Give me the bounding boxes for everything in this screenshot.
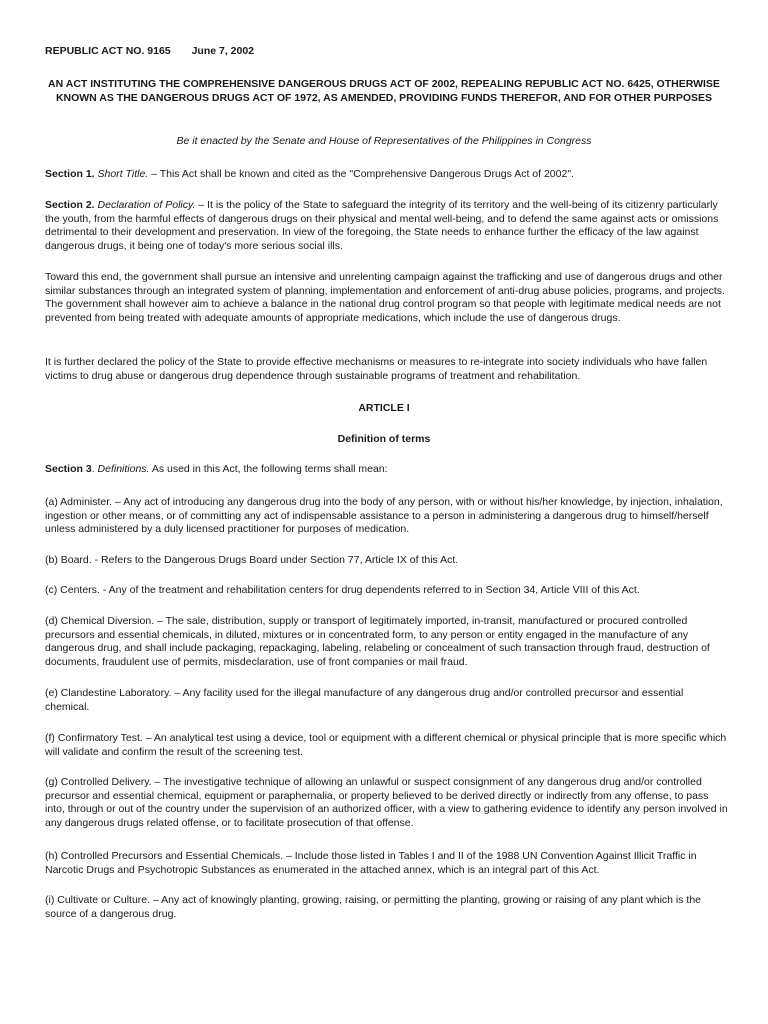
policy-paragraph-1: Toward this end, the government shall pursue an intensive and unrelenting campaign against the trafficking and use of dangerous drugs and other similar substances through an integrated system of planning, implementation and enforcement of anti-drug abuse policies, programs, and projects. The government shall however aim to achieve a balance in the national drug control program so that people with legitimate medical needs are not prevented from being treated with adequate amounts of appropriate medications, which include the use of dangerous drugs. [45,271,725,324]
article-label: ARTICLE I [358,402,410,414]
section-2-text: – It is the policy of the State to safeguard the integrity of its territory and the well-being of its citizenry particularly the youth, from the harmful effects of dangerous drugs on their physical and mental well-being, and to defend the same against acts or omissions detrimental to their development and preservation. In view of the foregoing, the State needs to enhance further the efficacy of the law against dangerous drugs, it being one of today's more serious social ills. [45,199,719,252]
section-2-label: Section 2. [45,199,95,211]
section-2 [45,199,730,253]
section-1-heading: Short Title. [97,168,149,180]
act-number: REPUBLIC ACT NO. 9165 [45,45,171,57]
definition-e: (e) Clandestine Laboratory. – Any facility used for the illegal manufacture of any dangerous drug and/or controlled precursor and essential chemical. [45,687,684,713]
article-title: Definition of terms [337,433,431,445]
definition-i: (i) Cultivate or Culture. – Any act of knowingly planting, growing, raising, or permitting the planting, growing or raising of any plant which is the source of a dangerous drug. [45,894,701,920]
section-1-label: Section 1. [45,168,95,180]
section-1 [45,168,730,182]
enacting-clause: Be it enacted by the Senate and House of Representatives of the Philippines in Congress [176,135,592,147]
act-title: AN ACT INSTITUTING THE COMPREHENSIVE DANGEROUS DRUGS ACT OF 2002, REPEALING REPUBLIC ACT NO. 6425, OTHERWISE KNOWN AS THE DANGEROUS DRUGS ACT OF 1972, AS AMENDED, PROVIDING FUNDS THEREFOR, AND FOR OTHER PURPOSES [48,78,720,104]
definition-f: (f) Confirmatory Test. – An analytical test using a device, tool or equipment with a different chemical or physical principle that is more specific which will validate and confirm the result of the screening test. [45,732,727,758]
section-3-text: As used in this Act, the following terms shall mean: [149,463,388,475]
section-3: Section 3. Definitions. As used in this Act, the following terms shall mean: [45,463,388,475]
definition-c: (c) Centers. - Any of the treatment and rehabilitation centers for drug dependents referred to in Section 34, Article VIII of this Act. [45,584,640,596]
definition-g: (g) Controlled Delivery. – The investigative technique of allowing an unlawful or suspect consignment of any dangerous drug and/or controlled precursor and essential chemical, equipment or paraphernalia, or property believed to be derived directly or indirectly from any offense, to pass into, through or out of the country under the supervision of an authorized officer, with a view to gathering evidence to identify any person involved in any dangerous drugs related offense, or to facilitate prosecution of that offense. [45,776,728,829]
section-2-heading: Declaration of Policy. [97,199,196,211]
document-header [45,45,254,57]
section-3-label: Section 3 [45,463,92,475]
section-1-text: – This Act shall be known and cited as the "Comprehensive Dangerous Drugs Act of 2002". [148,168,574,180]
definition-a: (a) Administer. – Any act of introducing any dangerous drug into the body of any person, with or without his/her knowledge, by injection, inhalation, ingestion or other means, or of committing any act of indispensable assistance to a person in administering a dangerous drug to himself/herself unless administered by a duly licensed practitioner for purposes of medication. [45,496,723,535]
act-date: June 7, 2002 [191,45,255,57]
policy-paragraph-2: It is further declared the policy of the State to provide effective mechanisms or measures to re-integrate into society individuals who have fallen victims to drug abuse or dangerous drug dependence through sustainable programs of treatment and rehabilitation. [45,356,708,382]
definition-b: (b) Board. - Refers to the Dangerous Drugs Board under Section 77, Article IX of this Act. [45,554,459,566]
definition-h: (h) Controlled Precursors and Essential Chemicals. – Include those listed in Tables I and II of the 1988 UN Convention Against Illicit Traffic in Narcotic Drugs and Psychotropic Substances as enumerated in the attached annex, which is an integral part of this Act. [45,850,697,876]
section-3-heading: Definitions. [97,463,150,475]
definition-d: (d) Chemical Diversion. – The sale, distribution, supply or transport of legitimately imported, in-transit, manufactured or procured controlled precursors and essential chemicals, in diluted, mixtures or in concentrated form, to any person or entity engaged in the manufacture of any dangerous drug, and shall include packaging, repackaging, labeling, relabeling or concealment of such transaction through fraud, destruction of documents, fraudulent use of permits, misdeclaration, use of front companies or mail fraud. [45,615,710,668]
